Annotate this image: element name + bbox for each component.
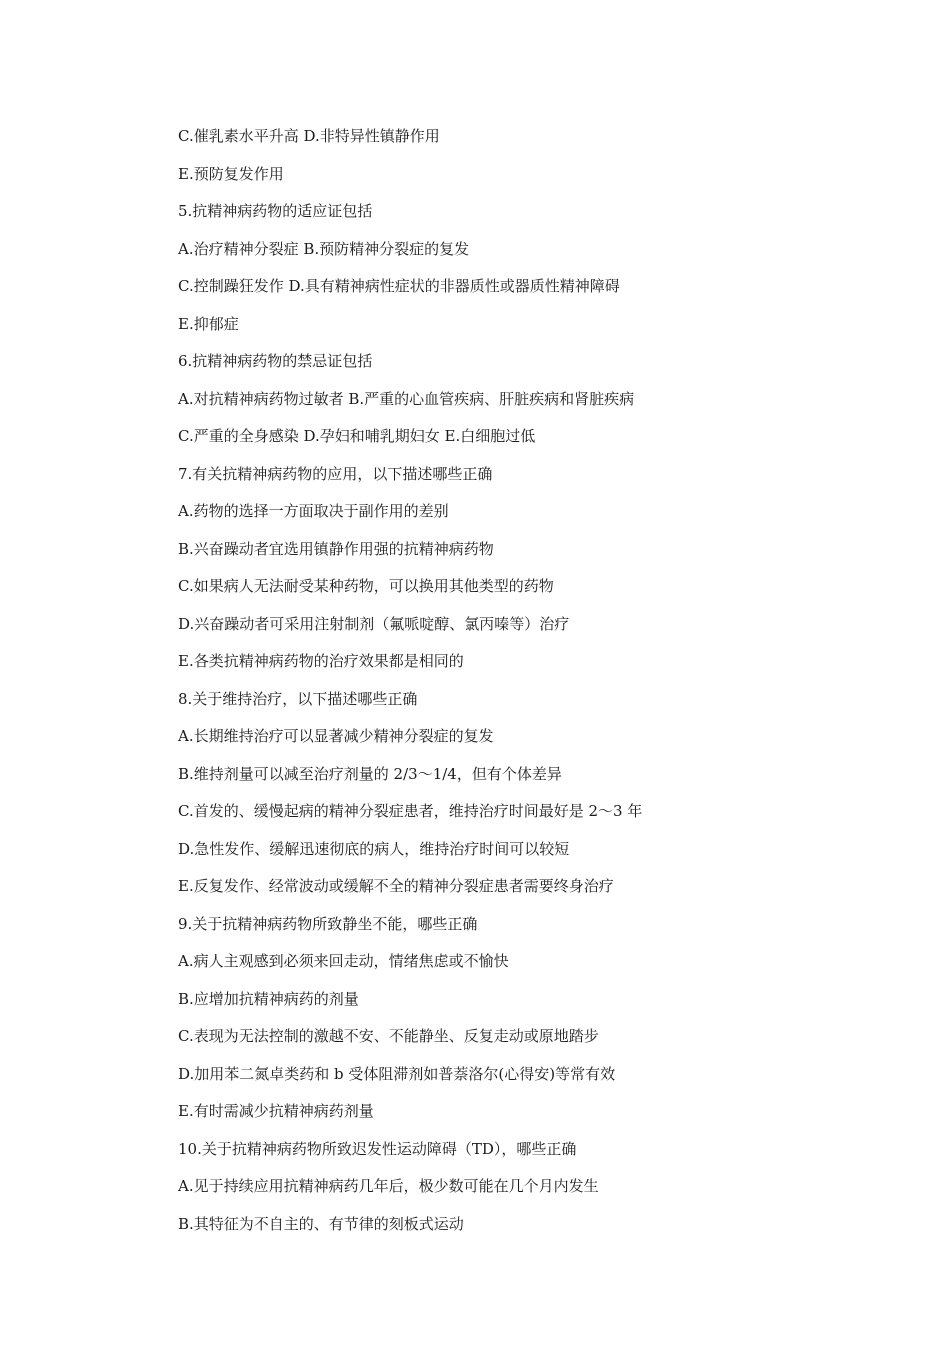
question-10: 10.关于抗精神病药物所致迟发性运动障碍（TD），哪些正确 [178, 1139, 577, 1158]
text-line: B.维持剂量可以减至治疗剂量的 2/3～1/4，但有个体差异 [178, 764, 562, 783]
document-body [178, 118, 878, 1243]
text-line: D.急性发作、缓解迅速彻底的病人，维持治疗时间可以较短 [178, 839, 570, 858]
text-line: C.如果病人无法耐受某种药物，可以换用其他类型的药物 [178, 577, 554, 595]
text-line: A.病人主观感到必须来回走动，情绪焦虑或不愉快 [178, 952, 509, 970]
text-line: A.长期维持治疗可以显著减少精神分裂症的复发 [178, 727, 494, 745]
text-line: B.兴奋躁动者宜选用镇静作用强的抗精神病药物 [178, 539, 494, 558]
text-line: C.控制躁狂发作 D.具有精神病性症状的非器质性或器质性精神障碍 [178, 277, 620, 295]
text-line: A.药物的选择一方面取决于副作用的差别 [178, 502, 449, 520]
question-7: 7.有关抗精神病药物的应用，以下描述哪些正确 [178, 464, 493, 483]
text-line: C.严重的全身感染 D.孕妇和哺乳期妇女 E.白细胞过低 [178, 427, 536, 445]
text-line: E.各类抗精神病药物的治疗效果都是相同的 [178, 652, 464, 670]
text-line: A.见于持续应用抗精神病药几年后，极少数可能在几个月内发生 [178, 1177, 599, 1195]
text-line: E.反复发作、经常波动或缓解不全的精神分裂症患者需要终身治疗 [178, 877, 614, 895]
text-line: E.有时需减少抗精神病药剂量 [178, 1102, 374, 1120]
text-line: C.表现为无法控制的激越不安、不能静坐、反复走动或原地踏步 [178, 1027, 599, 1045]
text-line: A.对抗精神病药物过敏者 B.严重的心血管疾病、肝脏疾病和肾脏疾病 [178, 389, 635, 408]
question-6: 6.抗精神病药物的禁忌证包括 [178, 352, 373, 370]
question-8: 8.关于维持治疗，以下描述哪些正确 [178, 689, 418, 708]
text-line: B.其特征为不自主的、有节律的刻板式运动 [178, 1214, 464, 1233]
question-9: 9.关于抗精神病药物所致静坐不能，哪些正确 [178, 914, 478, 933]
text-line: E.预防复发作用 [178, 164, 284, 183]
text-line: D.加用苯二氮卓类药和 b 受体阻滞剂如普萘洛尔(心得安)等常有效 [178, 1064, 616, 1083]
text-line: C.首发的、缓慢起病的精神分裂症患者，维持治疗时间最好是 2～3 年 [178, 802, 643, 820]
text-line: C.催乳素水平升高 D.非特异性镇静作用 [178, 127, 440, 145]
text-line: B.应增加抗精神病药的剂量 [178, 989, 359, 1008]
text-line: E.抑郁症 [178, 314, 239, 333]
text-line: A.治疗精神分裂症 B.预防精神分裂症的复发 [178, 239, 470, 258]
text-line: D.兴奋躁动者可采用注射制剂（氟哌啶醇、氯丙嗪等）治疗 [178, 614, 570, 633]
question-5: 5.抗精神病药物的适应证包括 [178, 202, 373, 220]
